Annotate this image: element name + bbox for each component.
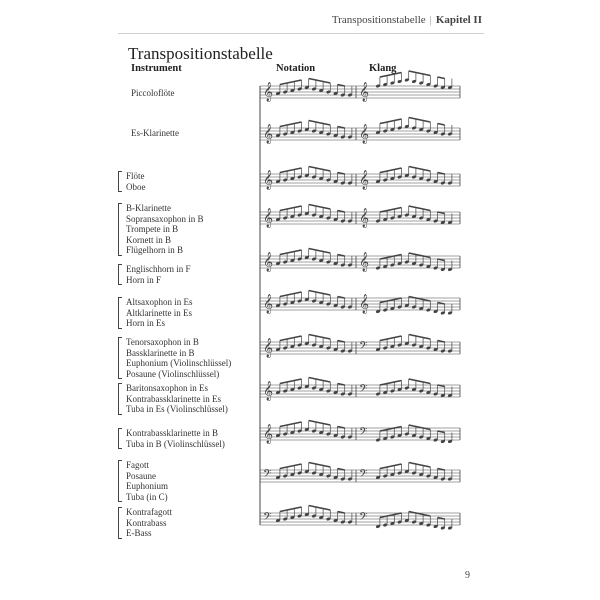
sound-10-beam: [380, 513, 402, 518]
treble-clef-icon: 𝄞: [359, 208, 370, 228]
sound-2-beam: [409, 167, 431, 172]
sound-5-beam: [409, 297, 431, 302]
notation-8-beam: [280, 422, 302, 427]
page-number: 9: [465, 570, 470, 581]
instrument-name: Trompete in B: [126, 224, 179, 234]
bass-clef-icon: 𝄢: [263, 468, 272, 483]
instrument-name: Piccoloflöte: [131, 88, 175, 98]
instrument-name: Horn in F: [126, 274, 162, 285]
sound-6-beam: [409, 335, 431, 340]
instrument-name: Kontrafagott: [126, 507, 172, 517]
instrument-name: Flöte: [126, 171, 145, 181]
sound-3-beam: [409, 206, 431, 211]
chapter-label: Kapitel II: [435, 14, 482, 26]
bass-clef-icon: 𝄢: [263, 511, 272, 526]
sound-1-beam: [380, 119, 402, 124]
instrument-name: Kornett in B: [126, 234, 171, 245]
sound-10-beam: [409, 512, 431, 517]
instrument-name: Altklarinette in Es: [126, 307, 192, 318]
sound-1-beam: [409, 118, 431, 123]
instrument-name: Flügelhorn in B: [126, 245, 184, 255]
treble-clef-icon: 𝄞: [359, 294, 370, 314]
notation-2-beam: [280, 168, 302, 173]
instrument-name: Englischhorn in F: [126, 264, 191, 274]
instrument-name: Horn in Es: [126, 318, 165, 328]
notation-5-beam: [309, 291, 331, 296]
treble-clef-icon: 𝄞: [263, 252, 274, 272]
sound-6-beam: [380, 336, 402, 341]
instrument-name: Kontrabassklarinette in Es: [126, 393, 221, 404]
notation-7-beam: [309, 378, 331, 383]
treble-clef-icon: 𝄞: [263, 208, 274, 228]
sound-8-beam: [380, 427, 402, 432]
treble-clef-icon: 𝄞: [359, 170, 370, 190]
sound-3-beam: [380, 208, 402, 213]
notation-5-beam: [280, 292, 302, 297]
notation-0-beam: [309, 79, 331, 84]
column-header-sound: Klang: [369, 63, 397, 74]
instrument-name: Kontrabass: [126, 517, 167, 528]
notation-8-beam: [309, 421, 331, 426]
notation-10-beam: [280, 507, 302, 512]
instrument-name: Altsaxophon in Es: [126, 297, 193, 307]
treble-clef-icon: 𝄞: [359, 252, 370, 272]
sound-4-beam: [409, 253, 431, 258]
instrument-name: Baritonsaxophon in Es: [126, 383, 208, 393]
notation-6-beam: [309, 335, 331, 340]
instrument-name: Tenorsaxophon in B: [126, 337, 199, 347]
notation-9-beam: [280, 464, 302, 469]
notation-9-beam: [309, 463, 331, 468]
bass-clef-icon: 𝄢: [359, 468, 368, 483]
sound-5-beam: [380, 298, 402, 303]
instrument-name: B-Klarinette: [126, 203, 171, 213]
instrument-name: Euphonium: [126, 481, 168, 491]
notation-0-beam: [280, 80, 302, 85]
instrument-name: Fagott: [126, 460, 150, 470]
instrument-name: Posaune: [126, 470, 156, 481]
sound-0-beam: [380, 73, 402, 78]
sound-0-beam: [409, 71, 431, 76]
notation-1-beam: [309, 121, 331, 126]
treble-clef-icon: 𝄞: [263, 124, 274, 144]
treble-clef-icon: 𝄞: [359, 82, 370, 102]
notation-4-beam: [309, 249, 331, 254]
sound-7-beam: [380, 381, 402, 386]
treble-clef-icon: 𝄞: [263, 170, 274, 190]
column-header-instrument: Instrument: [131, 63, 182, 74]
instrument-name: Bassklarinette in B: [126, 347, 195, 358]
notation-3-beam: [309, 205, 331, 210]
sound-9-beam: [409, 463, 431, 468]
notation-6-beam: [280, 336, 302, 341]
sound-7-beam: [409, 379, 431, 384]
notation-1-beam: [280, 122, 302, 127]
instrument-name: Tuba in B (Violinschlüssel): [126, 438, 225, 449]
bass-clef-icon: 𝄢: [359, 511, 368, 526]
instrument-name: Tuba in Es (Violinschlüssel): [126, 404, 228, 414]
treble-clef-icon: 𝄞: [263, 381, 274, 401]
instrument-name: Es-Klarinette: [131, 128, 179, 138]
treble-clef-icon: 𝄞: [263, 82, 274, 102]
instrument-name: Sopransaxophon in B: [126, 213, 204, 224]
bass-clef-icon: 𝄢: [359, 340, 368, 355]
treble-clef-icon: 𝄞: [263, 294, 274, 314]
header-separator: |: [429, 14, 432, 26]
sound-2-beam: [380, 168, 402, 173]
instrument-name: Kontrabassklarinette in B: [126, 428, 218, 438]
treble-clef-icon: 𝄞: [263, 338, 274, 358]
sound-0-beam: [438, 77, 445, 79]
sound-8-beam: [409, 425, 431, 430]
column-header-notation: Notation: [276, 63, 316, 74]
treble-clef-icon: 𝄞: [263, 424, 274, 444]
notation-3-beam: [280, 206, 302, 211]
instrument-name: Oboe: [126, 181, 146, 192]
instrument-name: Posaune (Violinschlüssel): [126, 368, 220, 379]
instrument-name: Tuba (in C): [126, 491, 168, 502]
sound-1-beam: [438, 124, 445, 126]
notation-10-beam: [309, 506, 331, 511]
sound-9-beam: [380, 464, 402, 469]
instrument-name: Euphonium (Violinschlüssel): [126, 358, 232, 368]
bass-clef-icon: 𝄢: [359, 383, 368, 398]
notation-7-beam: [280, 379, 302, 384]
notation-2-beam: [309, 167, 331, 172]
bass-clef-icon: 𝄢: [359, 426, 368, 441]
page-title: Transpositionstabelle: [128, 44, 273, 63]
running-title: Transpositionstabelle: [331, 14, 426, 26]
instrument-name: E-Bass: [126, 528, 152, 538]
sound-4-beam: [380, 255, 402, 260]
treble-clef-icon: 𝄞: [359, 124, 370, 144]
notation-4-beam: [280, 250, 302, 255]
